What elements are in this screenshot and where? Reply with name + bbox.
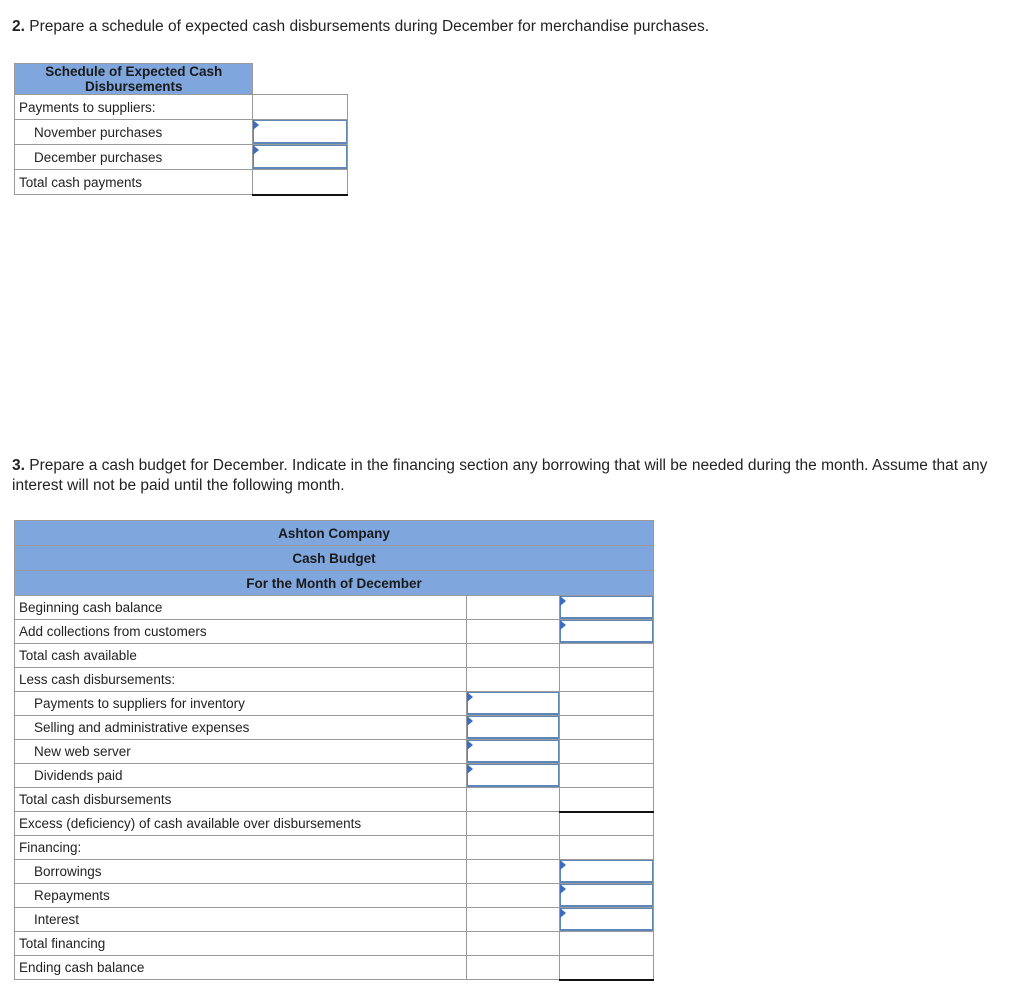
total-cash-payments-label: Total cash payments xyxy=(15,170,253,195)
budget-period: For the Month of December xyxy=(15,571,654,596)
ending-cash-balance-cell xyxy=(560,956,654,980)
input-flag-icon xyxy=(560,860,566,870)
dividends-paid-input[interactable] xyxy=(467,764,560,787)
table-row xyxy=(15,812,654,836)
beginning-cash-balance-label: Beginning cash balance xyxy=(15,596,467,620)
table-row xyxy=(15,620,654,644)
less-disbursements-label: Less cash disbursements: xyxy=(15,668,467,692)
total-cash-available-label: Total cash available xyxy=(15,644,467,668)
dividends-paid-label: Dividends paid xyxy=(15,764,467,788)
borrowings-label: Borrowings xyxy=(15,860,467,884)
total-disbursements-label: Total cash disbursements xyxy=(15,788,467,812)
table-row xyxy=(15,596,654,620)
budget-company: Ashton Company xyxy=(15,521,654,546)
excess-deficiency-label: Excess (deficiency) of cash available over disbursements xyxy=(15,812,467,836)
december-purchases-input[interactable] xyxy=(253,145,347,169)
cash-budget-table xyxy=(14,520,654,981)
selling-admin-label: Selling and administrative expenses xyxy=(15,716,467,740)
table-row xyxy=(15,716,654,740)
table-row xyxy=(15,788,654,812)
question-2 xyxy=(12,17,709,37)
add-collections-label: Add collections from customers xyxy=(15,620,467,644)
input-flag-icon xyxy=(467,764,473,774)
table-row xyxy=(15,692,654,716)
input-flag-icon xyxy=(560,908,566,918)
schedule-title: Schedule of Expected Cash Disbursements xyxy=(15,64,253,95)
table-row xyxy=(15,668,654,692)
payments-to-suppliers-label: Payments to suppliers: xyxy=(15,95,253,120)
add-collections-input[interactable] xyxy=(560,620,653,643)
input-flag-icon xyxy=(467,740,473,750)
repayments-label: Repayments xyxy=(15,884,467,908)
table-row xyxy=(15,120,348,145)
table-row xyxy=(15,908,654,932)
total-financing-label: Total financing xyxy=(15,932,467,956)
excess-deficiency-cell xyxy=(560,812,654,836)
input-flag-icon xyxy=(253,120,259,130)
table-row xyxy=(15,644,654,668)
question-2-number: 2. xyxy=(12,18,25,35)
table-row xyxy=(15,170,348,195)
beginning-cash-balance-input[interactable] xyxy=(560,596,653,619)
question-2-text: Prepare a schedule of expected cash disbursements during December for merchandise purchases. xyxy=(29,18,710,35)
december-purchases-label: December purchases xyxy=(15,145,253,170)
table-row xyxy=(15,932,654,956)
table-row xyxy=(15,764,654,788)
payments-inventory-label: Payments to suppliers for inventory xyxy=(15,692,467,716)
input-flag-icon xyxy=(560,884,566,894)
total-disbursements-cell xyxy=(560,788,654,812)
input-flag-icon xyxy=(560,596,566,606)
payments-inventory-input[interactable] xyxy=(467,692,560,715)
borrowings-input[interactable] xyxy=(560,860,653,883)
total-financing-cell xyxy=(560,932,654,956)
budget-title: Cash Budget xyxy=(15,546,654,571)
payments-to-suppliers-cell xyxy=(253,95,348,120)
november-purchases-label: November purchases xyxy=(15,120,253,145)
interest-label: Interest xyxy=(15,908,467,932)
november-purchases-input[interactable] xyxy=(253,120,347,144)
december-purchases-cell xyxy=(253,145,348,170)
table-row xyxy=(15,860,654,884)
schedule-cash-disbursements-table xyxy=(14,63,348,196)
november-purchases-cell xyxy=(253,120,348,145)
table-row xyxy=(15,145,348,170)
question-3-number: 3. xyxy=(12,457,25,474)
total-cash-available-cell xyxy=(560,644,654,668)
financing-label: Financing: xyxy=(15,836,467,860)
input-flag-icon xyxy=(253,145,259,155)
total-cash-payments-cell xyxy=(253,170,348,195)
table-row xyxy=(15,884,654,908)
input-flag-icon xyxy=(467,716,473,726)
new-web-server-input[interactable] xyxy=(467,740,560,763)
selling-admin-input[interactable] xyxy=(467,716,560,739)
repayments-input[interactable] xyxy=(560,884,653,907)
table-row xyxy=(15,95,348,120)
new-web-server-label: New web server xyxy=(15,740,467,764)
ending-cash-balance-label: Ending cash balance xyxy=(15,956,467,980)
table-row xyxy=(15,836,654,860)
input-flag-icon xyxy=(467,692,473,702)
input-flag-icon xyxy=(560,620,566,630)
interest-input[interactable] xyxy=(560,908,653,931)
question-3 xyxy=(12,456,1012,496)
table-row xyxy=(15,956,654,980)
table-row xyxy=(15,740,654,764)
question-3-text: Prepare a cash budget for December. Indicate in the financing section any borrowing that will be needed during the month. Assume that any interest will not be paid until the following month. xyxy=(12,457,988,494)
